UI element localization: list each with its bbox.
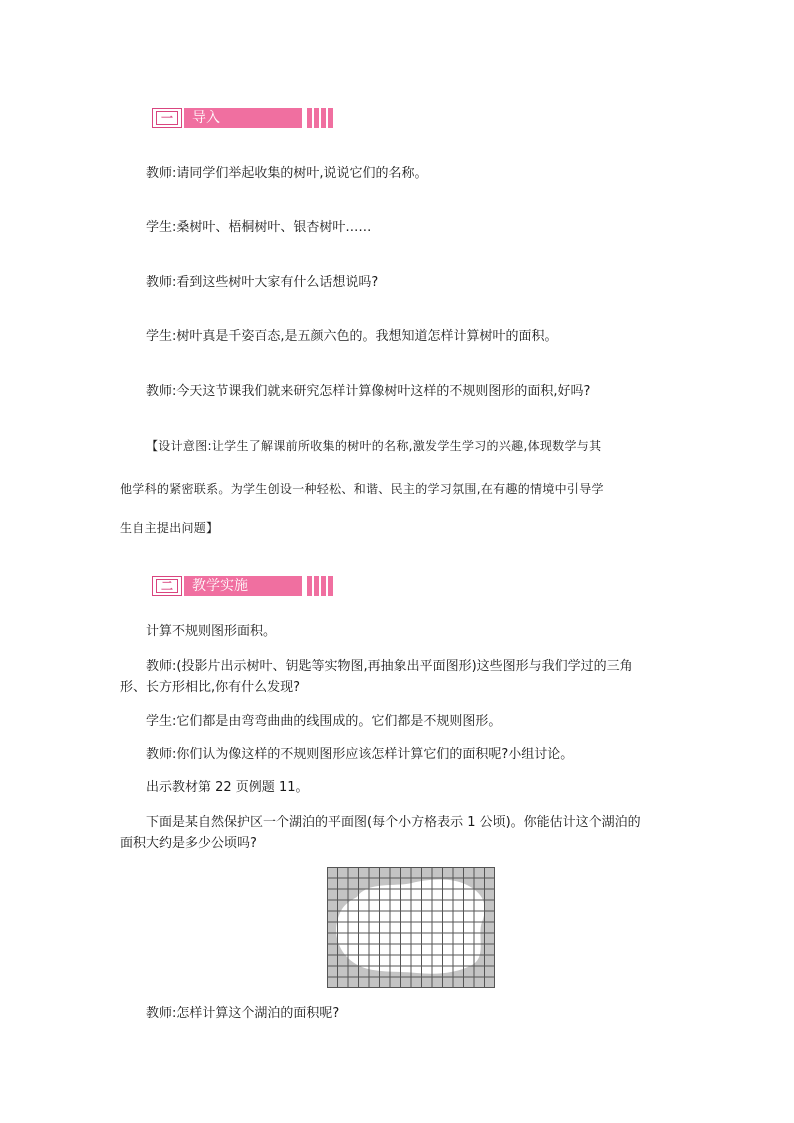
teaching-line-3: 学生:它们都是由弯弯曲曲的线围成的。它们都是不规则图形。: [146, 714, 502, 729]
decor-stripe: [328, 576, 333, 596]
teaching-line-2b: 形、长方形相比,你有什么发现?: [120, 680, 301, 695]
teaching-line-2a: 教师:(投影片出示树叶、钥匙等实物图,再抽象出平面图形)这些图形与我们学过的三角: [146, 659, 633, 674]
section-header-teaching: [152, 576, 332, 596]
decor-stripe: [328, 108, 333, 128]
decor-stripe: [314, 108, 319, 128]
intro-line-4: 学生:树叶真是千姿百态,是五颜六色的。我想知道怎样计算树叶的面积。: [146, 329, 558, 344]
design-note-line-3: 生自主提出问题】: [120, 521, 219, 535]
design-note-line-1: 【设计意图:让学生了解课前所收集的树叶的名称,激发学生学习的兴趣,体现数学与其: [146, 439, 602, 453]
intro-line-2: 学生:桑树叶、梧桐树叶、银杏树叶……: [146, 220, 372, 235]
lake-grid-figure: [327, 867, 495, 988]
intro-line-3: 教师:看到这些树叶大家有什么话想说吗?: [146, 275, 379, 290]
intro-line-5: 教师:今天这节课我们就来研究怎样计算像树叶这样的不规则图形的面积,好吗?: [146, 384, 591, 399]
section-number-box: [152, 576, 182, 596]
teaching-line-6a: 下面是某自然保护区一个湖泊的平面图(每个小方格表示 1 公顷)。你能估计这个湖泊的: [146, 815, 641, 830]
intro-line-1: 教师:请同学们举起收集的树叶,说说它们的名称。: [146, 166, 428, 181]
section-number: 一: [156, 111, 178, 125]
decor-stripe: [321, 576, 326, 596]
teaching-line-6b: 面积大约是多少公顷吗?: [120, 836, 257, 851]
decor-stripe: [307, 576, 312, 596]
section-title: 教学实施: [192, 578, 248, 594]
teaching-line-5: 出示教材第 22 页例题 11。: [146, 780, 309, 795]
teaching-line-4: 教师:你们认为像这样的不规则图形应该怎样计算它们的面积呢?小组讨论。: [146, 747, 574, 762]
teaching-line-1: 计算不规则图形面积。: [146, 624, 277, 639]
teaching-line-7: 教师:怎样计算这个湖泊的面积呢?: [146, 1006, 340, 1021]
decor-stripe: [307, 108, 312, 128]
section-number: 二: [156, 579, 178, 593]
section-number-box: [152, 108, 182, 128]
decor-stripe: [314, 576, 319, 596]
decor-stripe: [321, 108, 326, 128]
design-note-line-2: 他学科的紧密联系。为学生创设一种轻松、和谐、民主的学习氛围,在有趣的情境中引导学: [120, 482, 604, 496]
section-title: 导入: [192, 110, 220, 126]
section-header-intro: [152, 108, 332, 128]
